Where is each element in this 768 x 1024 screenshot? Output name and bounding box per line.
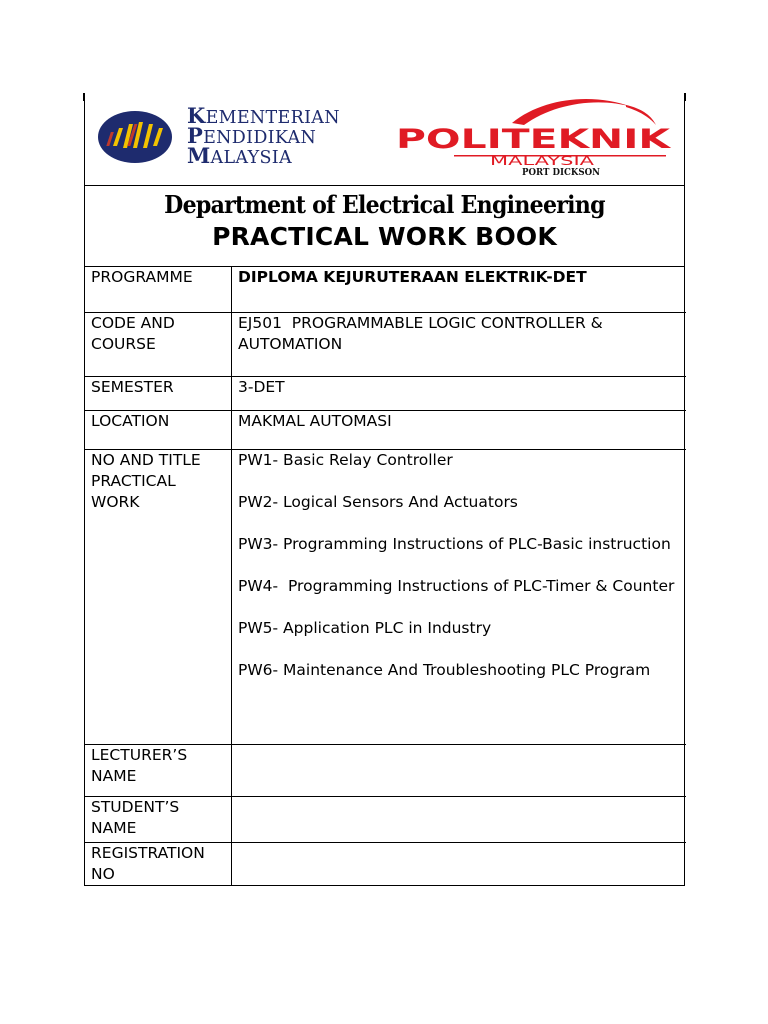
practical-label-line-2: PRACTICAL: [91, 471, 176, 490]
registration-label-line-1: REGISTRATION: [91, 843, 205, 862]
programme-value: DIPLOMA KEJURUTERAAN ELEKTRIK-DET: [238, 268, 587, 286]
programme-row: [85, 267, 686, 312]
kpm-line-2: PENDIDIKAN: [187, 123, 317, 148]
practical-value-cell: [232, 449, 687, 744]
lecturer-row: [85, 744, 686, 796]
practical-label-line-1: NO AND TITLE: [91, 450, 201, 469]
kpm-wordmark: [187, 103, 340, 168]
kpm-line-1: KEMENTERIAN: [187, 103, 340, 128]
semester-value-cell: [232, 376, 687, 410]
department-title: Department of Electrical Engineering: [164, 190, 605, 219]
location-value: MAKMAL AUTOMASI: [238, 411, 392, 430]
location-value-cell: [232, 410, 687, 449]
kpm-emblem-icon: [97, 110, 173, 164]
lecturer-value-cell[interactable]: [232, 744, 687, 796]
top-left-corner-mark: [83, 93, 84, 101]
programme-label: PROGRAMME: [91, 268, 193, 286]
top-right-corner-mark: [685, 93, 686, 101]
location-label: LOCATION: [91, 411, 170, 430]
kpm-line-3: MALAYSIA: [187, 143, 292, 168]
registration-label-cell: [85, 842, 232, 885]
politeknik-campus: PORT DICKSON: [522, 168, 600, 178]
registration-row: [85, 842, 686, 885]
practical-work-item: PW6- Maintenance And Troubleshooting PLC Program: [238, 660, 651, 679]
programme-label-cell: [85, 267, 232, 312]
code-value-cell: [232, 312, 687, 376]
registration-label-line-2: NO: [91, 864, 115, 883]
code-label-line-1: CODE AND: [91, 313, 175, 332]
code-value-line-2: AUTOMATION: [238, 334, 343, 353]
code-label-line-2: COURSE: [91, 334, 156, 353]
form-frame: [84, 93, 685, 886]
lecturer-label-line-1: LECTURER’S: [91, 745, 188, 764]
lecturer-label-line-2: NAME: [91, 766, 137, 785]
semester-row: [85, 376, 686, 410]
practical-work-item: PW5- Application PLC in Industry: [238, 618, 492, 637]
location-label-cell: [85, 410, 232, 449]
form-outer-border: [84, 93, 685, 886]
book-title: PRACTICAL WORK BOOK: [212, 222, 557, 251]
programme-value-cell: [232, 267, 687, 312]
code-course-row: [85, 312, 686, 376]
politeknik-country: MALAYSIA: [490, 154, 596, 168]
logo-row: [85, 93, 684, 186]
practical-work-item: PW3- Programming Instructions of PLC-Basic instruction: [238, 534, 671, 553]
student-label-cell: [85, 796, 232, 842]
practical-label-line-3: WORK: [91, 492, 140, 511]
semester-label-cell: [85, 376, 232, 410]
student-value-cell[interactable]: [232, 796, 687, 842]
code-value-line-1: EJ501 PROGRAMMABLE LOGIC CONTROLLER &: [238, 313, 603, 332]
practical-work-item: PW1- Basic Relay Controller: [238, 450, 453, 469]
practical-work-item: PW2- Logical Sensors And Actuators: [238, 492, 518, 511]
semester-value: 3-DET: [238, 377, 285, 396]
title-row: [85, 186, 684, 267]
practical-work-row: [85, 449, 686, 744]
politeknik-swoosh-icon: [394, 95, 674, 179]
registration-value-cell[interactable]: [232, 842, 687, 885]
code-label-cell: [85, 312, 232, 376]
politeknik-logo: [394, 95, 674, 183]
info-table: [85, 267, 686, 885]
politeknik-name: POLITEKNIK: [396, 124, 672, 155]
student-label-line-2: NAME: [91, 818, 137, 837]
student-label-line-1: STUDENT’S: [91, 797, 180, 816]
student-row: [85, 796, 686, 842]
practical-label-cell: [85, 449, 232, 744]
semester-label: SEMESTER: [91, 377, 174, 396]
practical-work-item: PW4- Programming Instructions of PLC-Timer & Counter: [238, 576, 675, 595]
location-row: [85, 410, 686, 449]
lecturer-label-cell: [85, 744, 232, 796]
